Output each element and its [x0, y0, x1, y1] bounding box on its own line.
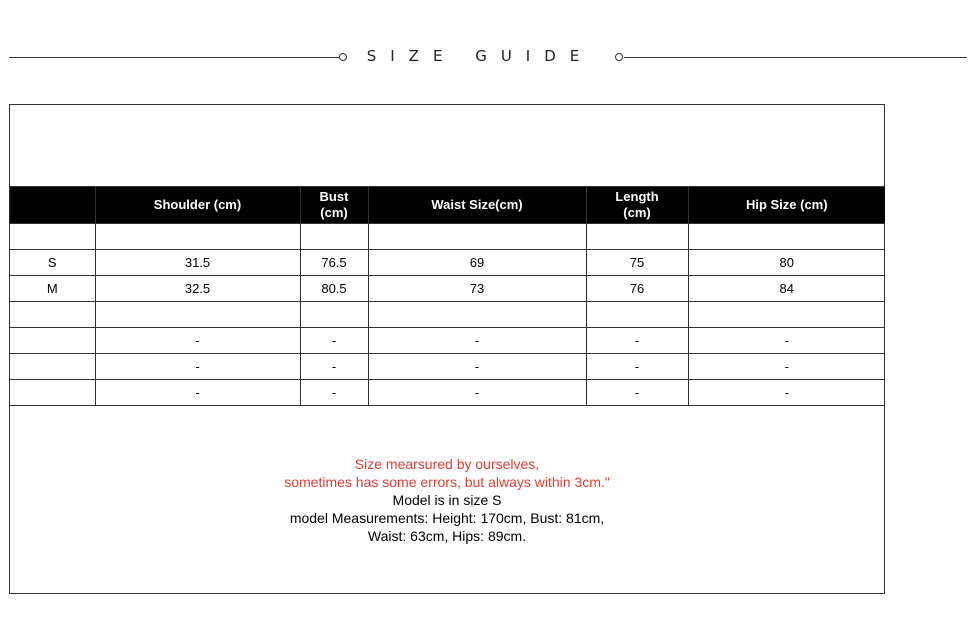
table-cell: - [688, 354, 885, 380]
column-header-shoulder: Shoulder (cm) [95, 187, 300, 224]
table-cell: - [368, 380, 586, 406]
table-cell: 75 [586, 250, 688, 276]
table-cell: - [368, 354, 586, 380]
table-row [10, 302, 885, 328]
table-cell: 31.5 [95, 250, 300, 276]
table-cell [688, 302, 885, 328]
table-cell [368, 302, 586, 328]
table-row [10, 380, 885, 406]
table-cell: 80 [688, 250, 885, 276]
table-cell [10, 302, 95, 328]
table-cell: 69 [368, 250, 586, 276]
table-cell [10, 354, 95, 380]
table-cell: 76 [586, 276, 688, 302]
note-model-measurements: model Measurements: Height: 170cm, Bust: 81cm, [289, 510, 605, 526]
measurement-notes [10, 455, 884, 545]
table-cell: - [300, 354, 368, 380]
table-row [10, 250, 885, 276]
note-model-size: Model is in size S [392, 492, 502, 508]
table-cell: - [586, 380, 688, 406]
size-cell: M [10, 276, 95, 302]
size-table [10, 186, 885, 406]
right-divider-line [624, 57, 967, 58]
table-row [10, 354, 885, 380]
note-measured-by-us: Size mearsured by ourselves, [354, 456, 540, 472]
table-cell: - [95, 328, 300, 354]
left-divider-line [9, 57, 339, 58]
table-cell [368, 224, 586, 250]
column-header-length: Length (cm) [586, 187, 688, 224]
table-cell: - [300, 328, 368, 354]
table-cell: - [688, 380, 885, 406]
table-cell: - [368, 328, 586, 354]
table-cell [300, 224, 368, 250]
note-error-margin: sometimes has some errors, but always within 3cm." [284, 474, 610, 490]
table-cell: - [688, 328, 885, 354]
column-header-hip: Hip Size (cm) [688, 187, 885, 224]
table-cell [10, 224, 95, 250]
note-model-measurements-cont: Waist: 63cm, Hips: 89cm. [367, 528, 527, 544]
table-cell [10, 328, 95, 354]
size-cell: S [10, 250, 95, 276]
table-row [10, 328, 885, 354]
table-cell [300, 302, 368, 328]
table-cell: 84 [688, 276, 885, 302]
right-circle-ornament [615, 53, 623, 61]
column-header-bust: Bust (cm) [300, 187, 368, 224]
table-row [10, 276, 885, 302]
column-header-waist: Waist Size(cm) [368, 187, 586, 224]
table-cell: - [95, 380, 300, 406]
table-cell: - [586, 328, 688, 354]
left-circle-ornament [339, 53, 347, 61]
table-cell: 76.5 [300, 250, 368, 276]
table-cell [586, 302, 688, 328]
page-title: SIZE GUIDE [366, 47, 594, 65]
table-cell [586, 224, 688, 250]
size-guide-box [9, 104, 885, 594]
table-cell: 73 [368, 276, 586, 302]
table-cell [95, 224, 300, 250]
size-guide-header [0, 0, 976, 100]
table-cell: - [586, 354, 688, 380]
table-cell: 32.5 [95, 276, 300, 302]
table-cell [10, 380, 95, 406]
table-cell: 80.5 [300, 276, 368, 302]
table-row [10, 224, 885, 250]
table-cell [95, 302, 300, 328]
table-cell: - [95, 354, 300, 380]
column-header-size [10, 187, 95, 224]
table-cell [688, 224, 885, 250]
table-header-row [10, 187, 885, 224]
table-cell: - [300, 380, 368, 406]
